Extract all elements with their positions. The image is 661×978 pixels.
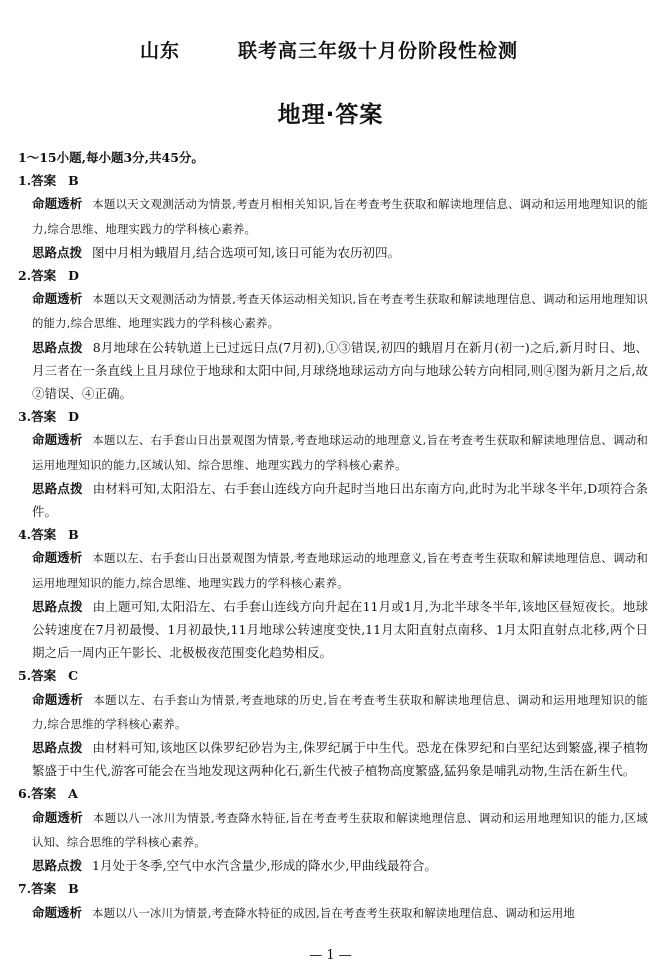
- section-intro: 1～15小题,每小题3分,共45分。: [18, 150, 204, 165]
- answer-label: 答案: [31, 881, 57, 897]
- analysis-text: 本题以八一冰川为情景,考查降水特征的成因,旨在考查考生获取和解读地理信息、调动和运用地: [92, 905, 575, 920]
- question-block: [18, 405, 648, 523]
- tips-text: 图中月相为蛾眉月,结合选项可知,该日可能为农历初四。: [92, 244, 400, 260]
- tips-text: 由材料可知,该地区以侏罗纪砂岩为主,侏罗纪属于中生代。恐龙在侏罗纪和白垩纪达到繁盛,裸子植物繁盛于中生代,游客可能会在当地发现这两种化石,新生代被子植物高度繁盛,猛犸象是哺乳动物,生活在新生代。: [32, 740, 648, 779]
- question-number: 5.: [18, 668, 32, 684]
- analysis-paragraph: [18, 806, 648, 854]
- analysis-text: 本题以天文观测活动为情景,考查月相相关知识,旨在考查考生获取和解读地理信息、调动和运用地理知识的能力,综合思维、地理实践力的学科核心素养。: [32, 197, 648, 236]
- answer-value: B: [68, 527, 79, 543]
- answer-value: C: [68, 668, 79, 684]
- answer-value: D: [68, 409, 79, 425]
- analysis-label: 命题透析: [32, 432, 83, 448]
- exam-title: 联考高三年级十月份阶段性检测: [238, 40, 519, 62]
- analysis-label: 命题透析: [32, 291, 83, 307]
- analysis-label: 命题透析: [32, 550, 83, 566]
- page-title: 地理·答案: [277, 102, 384, 128]
- question-block: [18, 523, 648, 664]
- page-number: — 1 —: [309, 948, 352, 963]
- answer-value: D: [68, 268, 79, 284]
- question-number: 1.: [18, 173, 32, 189]
- question-header: [18, 405, 648, 428]
- analysis-paragraph: [18, 688, 648, 736]
- question-header: [18, 523, 648, 546]
- answer-label: 答案: [31, 668, 57, 684]
- province-label: 山东: [140, 40, 181, 62]
- tips-paragraph: [18, 241, 648, 264]
- question-block: [18, 782, 648, 877]
- analysis-paragraph: [18, 901, 648, 925]
- analysis-paragraph: [18, 428, 648, 476]
- analysis-text: 本题以八一冰川为情景,考查降水特征,旨在考查考生获取和解读地理信息、调动和运用地理知识的能力,区域认知、综合思维的学科核心素养。: [32, 810, 648, 849]
- tips-paragraph: [18, 854, 648, 877]
- answer-label: 答案: [31, 786, 57, 802]
- question-header: [18, 264, 648, 287]
- answer-label: 答案: [31, 268, 57, 284]
- answer-content: [18, 146, 648, 925]
- question-header: [18, 169, 648, 192]
- analysis-label: 命题透析: [32, 691, 84, 707]
- question-number: 6.: [18, 786, 32, 802]
- question-block: [18, 877, 648, 924]
- tips-label: 思路点拨: [32, 339, 83, 355]
- question-number: 4.: [18, 527, 32, 543]
- tips-paragraph: [18, 736, 648, 782]
- tips-label: 思路点拨: [32, 244, 83, 260]
- question-header: [18, 877, 648, 900]
- tips-label: 思路点拨: [32, 858, 83, 874]
- analysis-paragraph: [18, 287, 648, 335]
- analysis-text: 本题以左、右手套山日出景观图为情景,考查地球运动的地理意义,旨在考查考生获取和解读地理信息、调动和运用地理知识的能力,综合思维、地理实践力的学科核心素养。: [32, 551, 648, 590]
- tips-text: 由材料可知,太阳沿左、右手套山连线方向升起时当地日出东南方向,此时为北半球冬半年,D项符合条件。: [32, 480, 648, 520]
- tips-paragraph: [18, 477, 648, 523]
- question-header: [18, 782, 648, 805]
- tips-label: 思路点拨: [32, 480, 83, 496]
- analysis-text: 本题以左、右手套山日出景观图为情景,考查地球运动的地理意义,旨在考查考生获取和解读地理信息、调动和运用地理知识的能力,区域认知、综合思维、地理实践力的学科核心素养。: [32, 433, 648, 472]
- analysis-text: 本题以左、右手套山为情景,考查地球的历史,旨在考查考生获取和解读地理信息、调动和运用地理知识的能力,综合思维的学科核心素养。: [32, 692, 648, 731]
- question-number: 7.: [18, 881, 32, 897]
- tips-text: 1月处于冬季,空气中水汽含量少,形成的降水少,甲曲线最符合。: [92, 858, 437, 874]
- question-block: [18, 169, 648, 264]
- question-number: 2.: [18, 268, 32, 284]
- question-block: [18, 264, 648, 405]
- tips-label: 思路点拨: [32, 598, 83, 614]
- question-header: [18, 664, 648, 687]
- answer-value: A: [68, 786, 78, 802]
- analysis-label: 命题透析: [32, 809, 83, 825]
- question-number: 3.: [18, 409, 32, 425]
- tips-label: 思路点拨: [32, 740, 83, 756]
- answer-label: 答案: [31, 527, 57, 543]
- question-block: [18, 664, 648, 782]
- tips-paragraph: [18, 595, 648, 665]
- analysis-paragraph: [18, 546, 648, 594]
- question-list: [18, 169, 648, 925]
- analysis-label: 命题透析: [32, 196, 83, 212]
- analysis-text: 本题以天文观测活动为情景,考查天体运动相关知识,旨在考查考生获取和解读地理信息、调动和运用地理知识的能力,综合思维、地理实践力的学科核心素养。: [32, 292, 648, 331]
- answer-label: 答案: [31, 409, 57, 425]
- answer-value: B: [68, 173, 79, 189]
- tips-paragraph: [18, 336, 648, 406]
- tips-text: 由上题可知,太阳沿左、右手套山连线方向升起在11月或1月,为北半球冬半年,该地区昼短夜长。地球公转速度在7月初最慢、1月初最快,11月地球公转速度变快,11月太阳直射点南移、1月太阳直射点北移,两个日期之后一周内正午影长、北极极夜范围变化趋势相反。: [32, 598, 648, 661]
- answer-label: 答案: [31, 173, 57, 189]
- answer-value: B: [68, 881, 79, 897]
- analysis-label: 命题透析: [32, 904, 83, 920]
- tips-text: 8月地球在公转轨道上已过远日点(7月初),①③错误,初四的蛾眉月在新月(初一)之后,新月时日、地、月三者在一条直线上且月球位于地球和太阳中间,月球绕地球运动方向与地球公转方向相同,则④图为新月之后,故②错误、④正确。: [32, 339, 648, 402]
- analysis-paragraph: [18, 192, 648, 240]
